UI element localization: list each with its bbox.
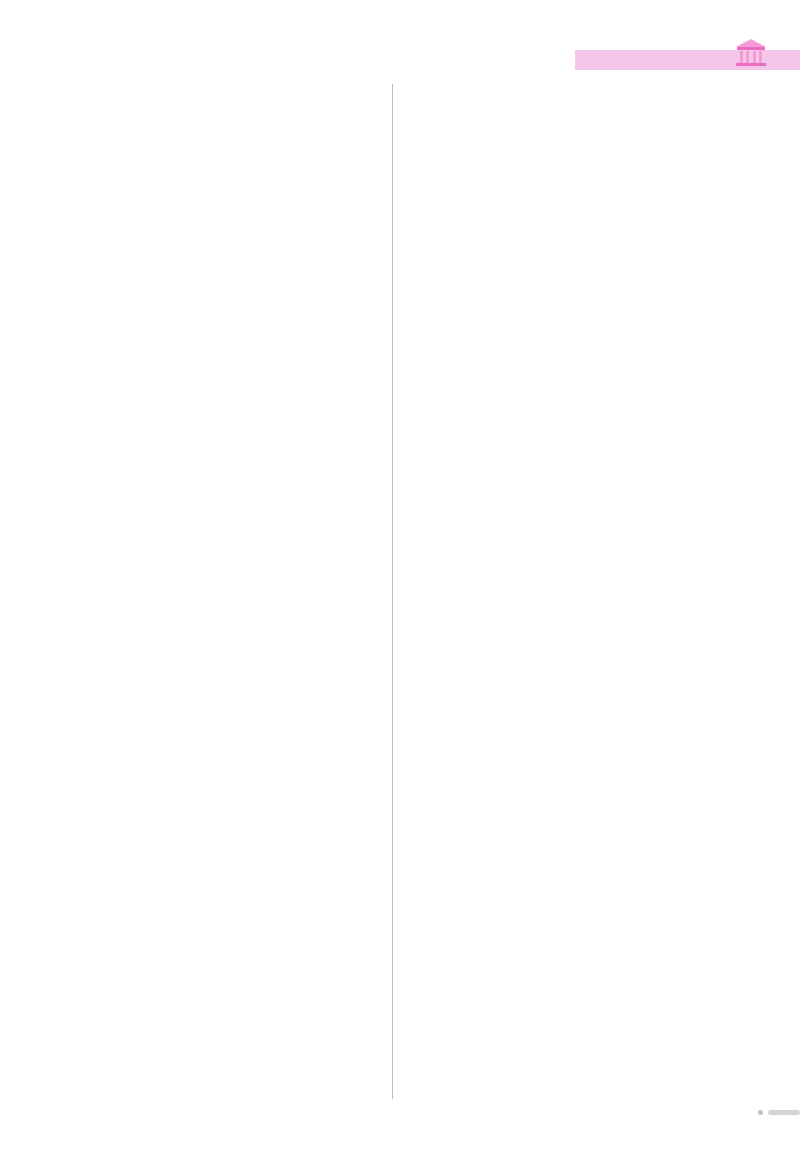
answer-line	[52, 106, 397, 134]
page-bar	[768, 1110, 800, 1115]
column-divider	[392, 84, 393, 1099]
left-column	[52, 78, 397, 134]
writing-line	[52, 78, 397, 106]
header-title	[612, 44, 624, 62]
temple-icon	[734, 36, 768, 70]
writing-answers	[52, 78, 397, 106]
page-dot	[758, 1110, 763, 1115]
